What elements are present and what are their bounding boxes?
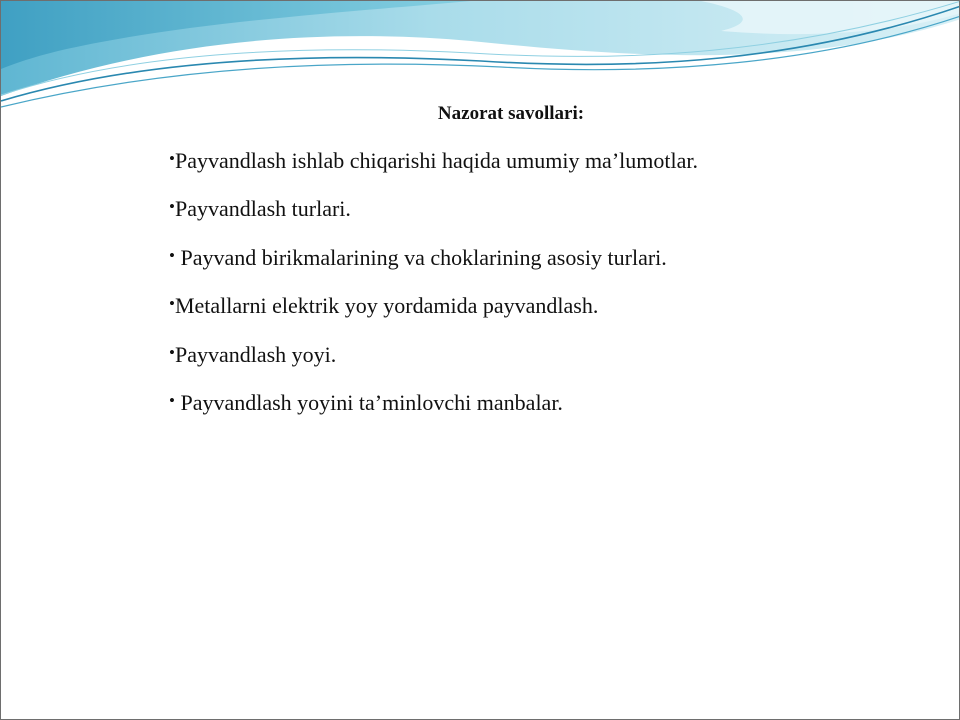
list-item (169, 145, 929, 193)
list-item-text: Payvandlash yoyi. (174, 341, 337, 367)
list-item-text: Payvandlash ishlab chiqarishi haqida umumiy ma’lumotlar. (174, 148, 698, 173)
bullet-icon: • (169, 245, 175, 265)
slide-title: Nazorat savollari: (437, 103, 585, 124)
list-item-text: Metallarni elektrik yoy yordamida payvandlash. (174, 293, 599, 319)
bullet-icon: • (169, 197, 175, 217)
list-item (169, 290, 929, 338)
list-item (169, 387, 929, 435)
wave-header-decoration (1, 1, 960, 111)
bullet-icon: • (169, 390, 175, 410)
list-item-text: Payvandlash yoyini ta’minlovchi manbalar. (174, 389, 563, 415)
list-item (169, 339, 929, 387)
bullet-icon: • (169, 294, 175, 314)
questions-list (169, 145, 929, 435)
list-item (169, 242, 929, 290)
list-item-text: Payvand birikmalarining va choklarining asosiy turlari. (174, 244, 667, 270)
bullet-icon: • (169, 342, 175, 362)
list-item-text: Payvandlash turlari. (174, 196, 351, 222)
bullet-icon: • (169, 149, 175, 168)
list-item (169, 193, 929, 241)
